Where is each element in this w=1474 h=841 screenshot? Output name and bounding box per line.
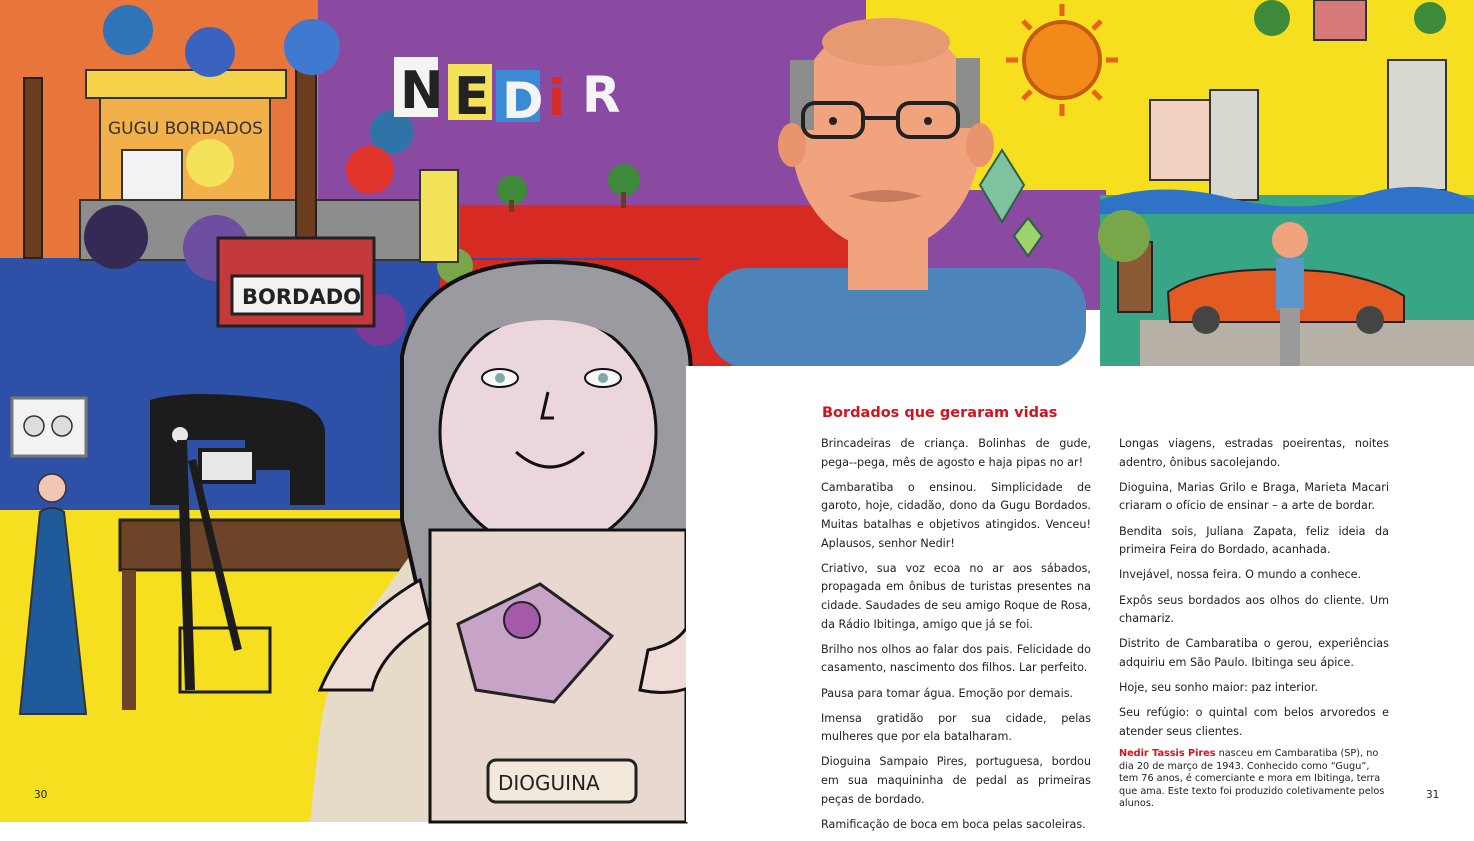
author-bio <box>1119 748 1389 811</box>
paragraph: Criativo, sua voz ecoa no ar aos sábados, propagada em ônibus de turistas presentes na cidade. Saudades de seu amigo Roque de Rosa, da Rádio Ibitinga, amigo que já se foi. <box>821 561 1091 631</box>
title-letter-i: i <box>548 69 566 127</box>
title-letter-e: E <box>454 67 490 127</box>
paragraph: Imensa gratidão por sua cidade, pelas mulheres que por ela batalharam. <box>821 711 1091 744</box>
paragraph: Longas viagens, estradas poeirentas, noites adentro, ônibus sacolejando. <box>1119 437 1389 469</box>
page-number-left: 30 <box>34 789 48 801</box>
paragraph: Hoje, seu sonho maior: paz interior. <box>1119 681 1318 695</box>
article-column-left <box>821 435 1091 841</box>
paragraph: Expôs seus bordados aos olhos do cliente. Um chamariz. <box>1119 593 1389 626</box>
title-letter-r: R <box>582 66 621 124</box>
embroidery-sign: BORDADO <box>242 285 361 309</box>
page-number-right: 31 <box>1426 789 1440 801</box>
paragraph: Brilho nos olhos ao falar dos pais. Felicidade do casamento, nascimento dos filhos. Lar perfeito. <box>821 642 1091 675</box>
paragraph: Cambaratiba o ensinou. Simplicidade de garoto, hoje, cidadão, dono da Gugu Bordados. Muitas batalhas e objetivos atingidos. Venceu! Aplausos, senhor Nedir! <box>821 480 1091 550</box>
paragraph: Bendita sois, Juliana Zapata, feliz ideia da primeira Feira do Bordado, acanhada. <box>1119 524 1389 557</box>
title-letter-n: N <box>400 61 444 121</box>
bio-text: nasceu em Cambaratiba (SP), no dia 20 de março de 1943. Conhecido como “Gugu”, tem 76 anos, é comerciante e mora em Ibitinga, terra que ama. Este texto foi produzido coletivamente pelos alunos. <box>1119 748 1385 810</box>
paragraph: Dioguina, Marias Grilo e Braga, Marieta Macari criaram o ofício de ensinar – a arte de bordar. <box>1119 480 1389 513</box>
article-heading: Bordados que geraram vidas <box>822 405 1058 421</box>
article-column-right <box>1119 435 1389 811</box>
paragraph: Invejável, nossa feira. O mundo a conhece. <box>1119 568 1362 582</box>
paragraph: Dioguina Sampaio Pires, portuguesa, bordou em sua maquininha de pedal as primeiras peças de bordado. <box>821 755 1091 806</box>
paragraph: Distrito de Cambaratiba o gerou, experiências adquiriu em São Paulo. Ibitinga seu ápice. <box>1119 637 1389 669</box>
paragraph: Ramificação de boca em boca pelas sacoleiras. <box>821 817 1086 831</box>
paragraph: Brincadeiras de criança. Bolinhas de gude, pega--pega, mês de agosto e haja pipas no ar! <box>821 437 1091 469</box>
bio-name: Nedir Tassis Pires <box>1119 748 1216 760</box>
paragraph: Pausa para tomar água. Emoção por demais. <box>821 686 1074 700</box>
title-letter-d: D <box>502 72 544 130</box>
shop-sign: GUGU BORDADOS <box>108 119 263 139</box>
paragraph: Seu refúgio: o quintal com belos arvoredos e atender seus clientes. <box>1119 706 1389 738</box>
girl-name-tag: DIOGUINA <box>498 771 600 795</box>
